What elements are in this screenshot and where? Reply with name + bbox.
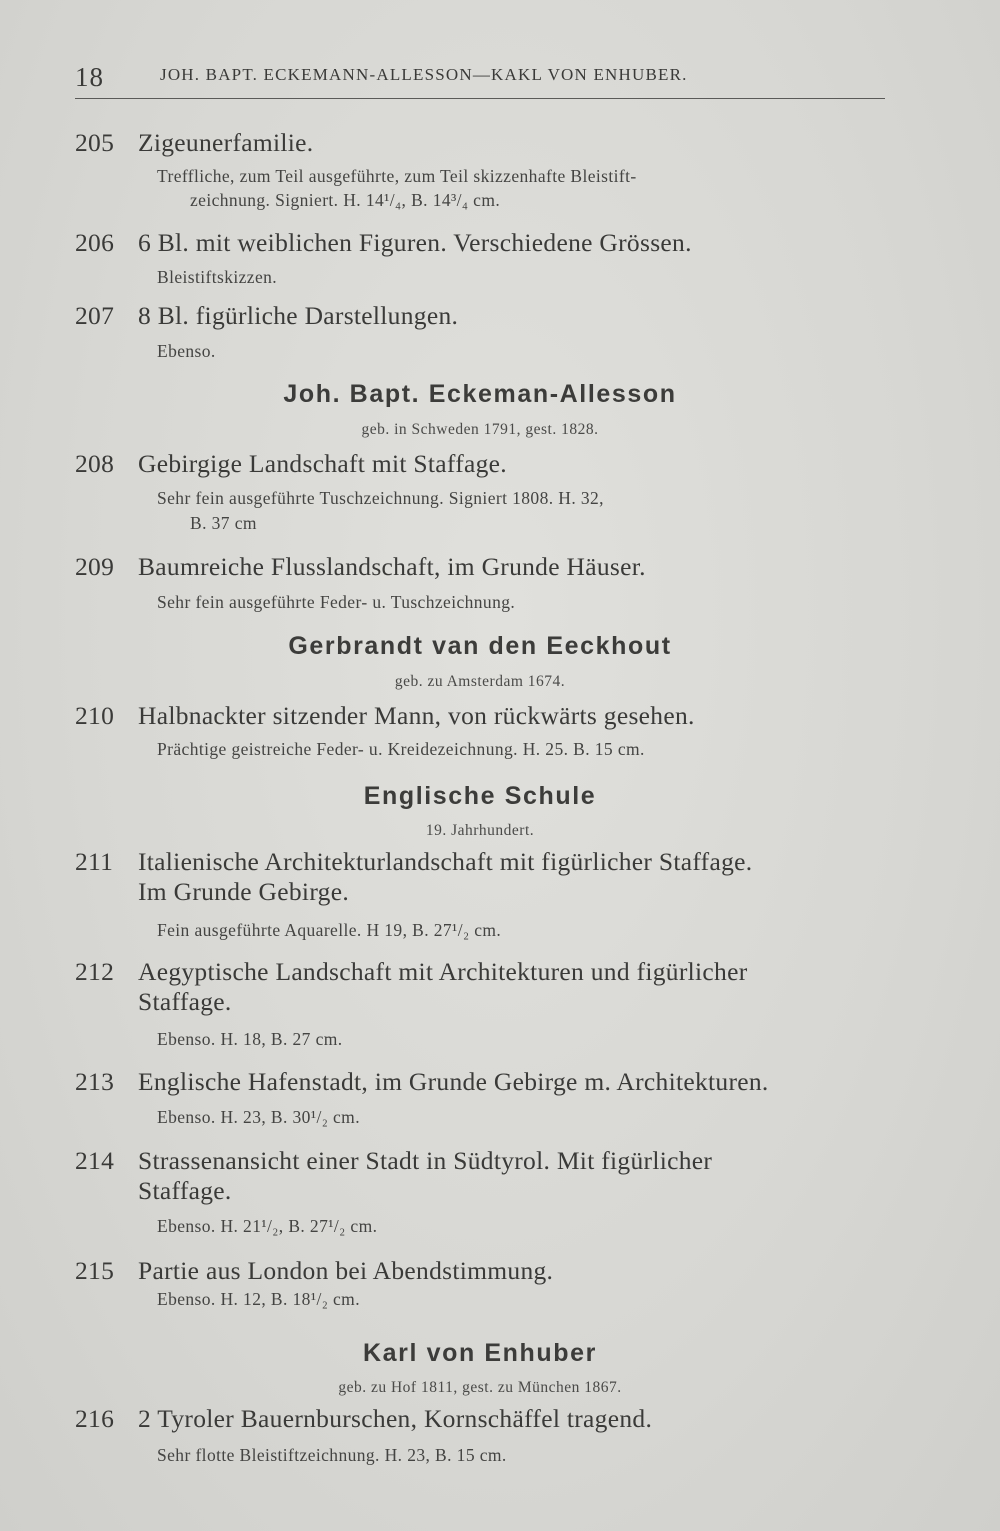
lot-number: 213: [75, 1067, 115, 1096]
artist-heading: Karl von Enhuber: [363, 1339, 597, 1367]
lot-description: Prächtige geistreiche Feder- u. Kreidezeichnung. H. 25. B. 15 cm.: [157, 739, 645, 759]
catalog-entry-title: [75, 701, 695, 731]
lot-description: Ebenso. H. 21¹/₂, B. 27¹/₂ cm.: [157, 1216, 378, 1236]
artist-bio: 19. Jahrhundert.: [425, 822, 535, 839]
lot-description: Ebenso. H. 23, B. 30¹/₂ cm.: [157, 1107, 360, 1127]
catalog-entry-title: [75, 301, 458, 331]
lot-description: Treffliche, zum Teil ausgeführte, zum Teil skizzenhafte Bleistift-: [157, 166, 637, 186]
lot-title: Englische Hafenstadt, im Grunde Gebirge m. Architekturen.: [138, 1067, 769, 1096]
catalog-entry-title: [75, 1146, 712, 1176]
lot-title: Partie aus London bei Abendstimmung.: [138, 1256, 554, 1285]
lot-description: B. 37 cm: [190, 513, 257, 533]
artist-bio: geb. zu Amsterdam 1674.: [394, 673, 566, 690]
page-header: [75, 62, 885, 99]
lot-description: Sehr flotte Bleistiftzeichnung. H. 23, B. 15 cm.: [157, 1445, 507, 1465]
lot-description: Sehr fein ausgeführte Tuschzeichnung. Signiert 1808. H. 32,: [157, 488, 604, 508]
lot-number: 216: [75, 1404, 115, 1433]
catalog-entry-title: [75, 1067, 769, 1097]
lot-title: Italienische Architekturlandschaft mit figürlicher Staffage.: [138, 847, 753, 876]
lot-number: 214: [75, 1146, 115, 1175]
catalog-entry-title: [75, 128, 313, 158]
catalog-entry-title: [75, 449, 507, 479]
lot-description: zeichnung. Signiert. H. 14¹/₄, B. 14³/₄ cm.: [190, 190, 501, 210]
artist-bio: geb. in Schweden 1791, gest. 1828.: [361, 421, 599, 438]
lot-number: 215: [75, 1256, 115, 1285]
lot-title: Strassenansicht einer Stadt in Südtyrol. Mit figürlicher: [138, 1146, 713, 1175]
catalog-entry-title: [75, 1404, 652, 1434]
catalog-entry-title: [75, 228, 692, 258]
lot-title: Zigeunerfamilie.: [138, 128, 314, 157]
lot-title: 8 Bl. figürliche Darstellungen.: [138, 301, 459, 330]
lot-number: 212: [75, 957, 115, 986]
lot-description: Ebenso.: [157, 341, 216, 361]
catalog-entry-title: [75, 552, 646, 582]
lot-description: Ebenso. H. 12, B. 18¹/₂ cm.: [157, 1289, 360, 1309]
lot-number: 210: [75, 701, 115, 730]
lot-description: Bleistiftskizzen.: [157, 267, 278, 287]
artist-heading: Gerbrandt van den Eeckhout: [288, 632, 672, 660]
lot-title: Gebirgige Landschaft mit Staffage.: [138, 449, 507, 478]
lot-title: Im Grunde Gebirge.: [138, 877, 349, 906]
lot-number: 207: [75, 301, 115, 330]
artist-bio: geb. zu Hof 1811, gest. zu München 1867.: [338, 1379, 622, 1396]
lot-title: 6 Bl. mit weiblichen Figuren. Verschiedene Grössen.: [138, 228, 692, 257]
artist-heading: Englische Schule: [363, 782, 597, 810]
catalog-entry-title: [75, 1256, 553, 1286]
catalog-entry-title: [75, 957, 748, 987]
lot-number: 211: [75, 847, 114, 876]
running-head: JOH. BAPT. ECKEMANN-ALLESSON—KAKL VON ENHUBER.: [160, 65, 688, 84]
lot-number: 209: [75, 552, 115, 581]
lot-title: Baumreiche Flusslandschaft, im Grunde Häuser.: [138, 552, 646, 581]
lot-description: Fein ausgeführte Aquarelle. H 19, B. 27¹/₂ cm.: [157, 920, 502, 940]
lot-description: Sehr fein ausgeführte Feder- u. Tuschzeichnung.: [157, 592, 516, 612]
lot-number: 208: [75, 449, 115, 478]
lot-title: Halbnackter sitzender Mann, von rückwärts gesehen.: [138, 701, 695, 730]
lot-description: Ebenso. H. 18, B. 27 cm.: [157, 1029, 343, 1049]
lot-title: Aegyptische Landschaft mit Architekturen und figürlicher: [138, 957, 748, 986]
artist-heading: Joh. Bapt. Eckeman-Allesson: [283, 380, 677, 408]
lot-title: 2 Tyroler Bauernburschen, Kornschäffel tragend.: [138, 1404, 653, 1433]
page-number: 18: [75, 62, 104, 92]
lot-title: Staffage.: [138, 987, 232, 1016]
lot-number: 206: [75, 228, 115, 257]
catalog-entry-title: [75, 847, 752, 877]
lot-number: 205: [75, 128, 115, 157]
lot-title: Staffage.: [138, 1176, 232, 1205]
